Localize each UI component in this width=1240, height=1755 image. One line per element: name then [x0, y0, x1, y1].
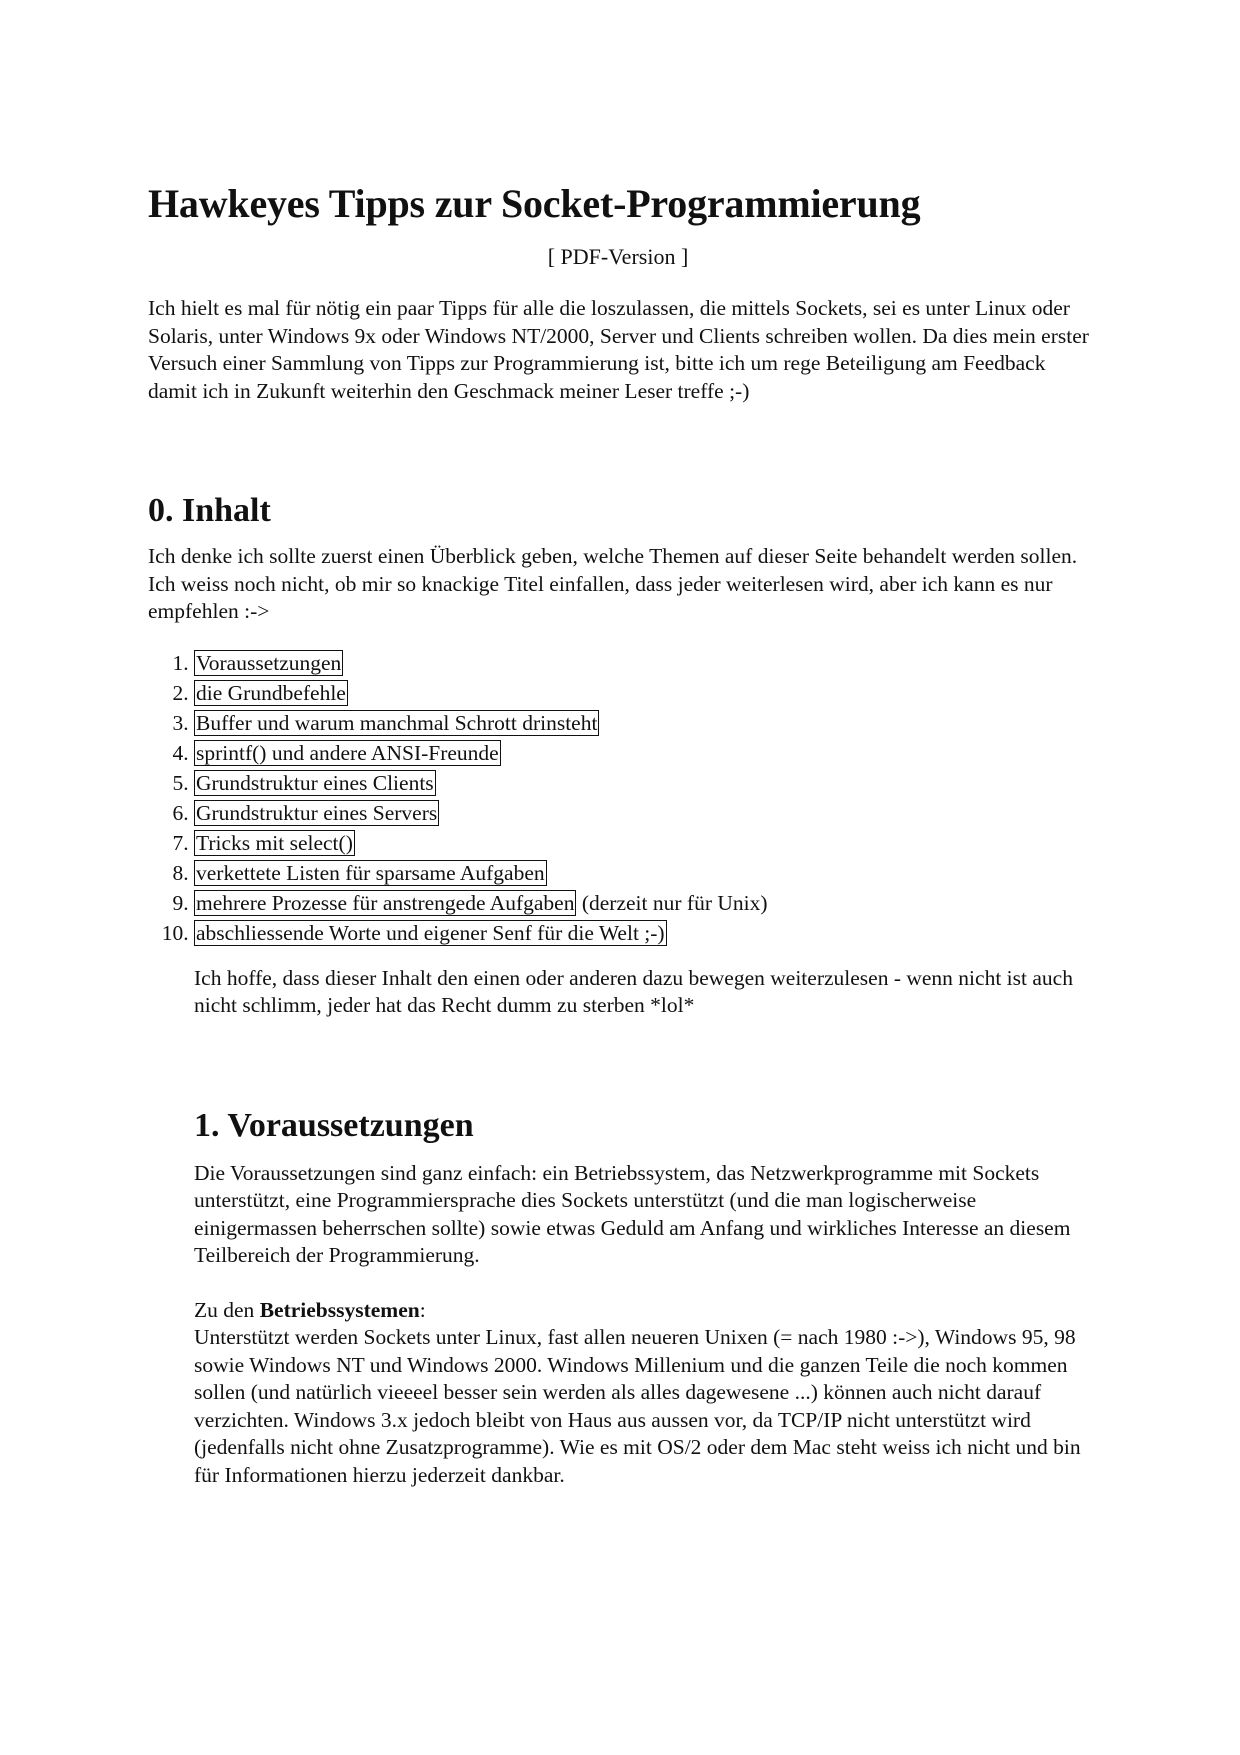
toc-link-client[interactable]: Grundstruktur eines Clients	[196, 770, 434, 795]
toc-item	[194, 888, 1098, 918]
indented-content	[194, 965, 1098, 1490]
inhalt-closing-paragraph: Ich hoffe, dass dieser Inhalt den einen oder anderen dazu bewegen weiterzulesen - wenn nicht ist auch nicht schlimm, jeder hat das Recht dumm zu sterben *lol*	[194, 965, 1073, 1017]
toc-link-select[interactable]: Tricks mit select()	[196, 830, 353, 855]
table-of-contents	[148, 648, 1098, 948]
toc-link-sprintf[interactable]: sprintf() und andere ANSI-Freunde	[196, 740, 499, 765]
toc-item	[194, 738, 1098, 768]
voraussetzungen-paragraph: Die Voraussetzungen sind ganz einfach: ein Betriebssystem, das Netzwerkprogramme mit Sockets unterstützt, eine Programmiersprache dies Sockets unterstützt (und die man logischerweise einigermassen beherrschen sollte) sowie etwas Geduld am Anfang und wirkliches Interesse an diesem Teilbereich der Programmierung.	[194, 1160, 1071, 1267]
betriebssysteme-paragraph	[194, 1297, 1098, 1490]
toc-item	[194, 648, 1098, 678]
toc-item	[194, 858, 1098, 888]
page-title: Hawkeyes Tipps zur Socket-Programmierung	[148, 181, 921, 226]
toc-item	[194, 798, 1098, 828]
inhalt-paragraph: Ich denke ich sollte zuerst einen Überblick geben, welche Themen auf dieser Seite behandelt werden sollen. Ich weiss noch nicht, ob mir so knackige Titel einfallen, dass jeder weiterlesen wird, aber ich kann es nur empfehlen :->	[148, 544, 1078, 623]
toc-link-server[interactable]: Grundstruktur eines Servers	[196, 800, 438, 825]
toc-link-grundbefehle[interactable]: die Grundbefehle	[196, 680, 346, 705]
toc-item	[194, 768, 1098, 798]
toc-suffix: (derzeit nur für Unix)	[576, 890, 768, 915]
section-heading-voraussetzungen: 1. Voraussetzungen	[194, 1106, 474, 1144]
toc-link-voraussetzungen[interactable]: Voraussetzungen	[196, 650, 342, 675]
section-heading-inhalt: 0. Inhalt	[148, 492, 271, 529]
bs-prefix: Zu den	[194, 1297, 260, 1322]
toc-link-buffer[interactable]: Buffer und warum manchmal Schrott drinsteht	[196, 710, 598, 735]
toc-item	[194, 918, 1098, 948]
toc-link-listen[interactable]: verkettete Listen für sparsame Aufgaben	[196, 860, 545, 885]
toc-item	[194, 678, 1098, 708]
toc-link-abschluss[interactable]: abschliessende Worte und eigener Senf für die Welt ;-)	[196, 920, 665, 945]
bs-bold-label: Betriebssystemen	[259, 1297, 420, 1322]
document-page	[148, 175, 1098, 1489]
toc-item	[194, 708, 1098, 738]
toc-link-prozesse[interactable]: mehrere Prozesse für anstrengede Aufgaben	[196, 890, 575, 915]
pdf-version-link[interactable]: [ PDF-Version ]	[547, 244, 689, 269]
toc-item	[194, 828, 1098, 858]
bs-colon: :	[419, 1297, 426, 1322]
bs-text: Unterstützt werden Sockets unter Linux, fast allen neueren Unixen (= nach 1980 :->), Windows 95, 98 sowie Windows NT und Windows 2000. Windows Millenium und die ganzen Teile die noch kommen sollen (und natürlich vieeeel besser sein werden als alles dagewesene ...) können auch nicht darauf verzichten. Windows 3.x jedoch bleibt von Haus aus aussen vor, da TCP/IP nicht unterstützt wird (jedenfalls nicht ohne Zusatzprogramme). Wie es mit OS/2 oder dem Mac steht weiss ich nicht und bin für Informationen hierzu jederzeit dankbar.	[194, 1325, 1081, 1487]
intro-paragraph: Ich hielt es mal für nötig ein paar Tipps für alle die loszulassen, die mittels Sockets, sei es unter Linux oder Solaris, unter Windows 9x oder Windows NT/2000, Server und Clients schreiben wollen. Da dies mein erster Versuch einer Sammlung von Tipps zur Programmierung ist, bitte ich um rege Beteiligung am Feedback damit ich in Zukunft weiterhin den Geschmack meiner Leser treffe ;-)	[148, 296, 1089, 403]
